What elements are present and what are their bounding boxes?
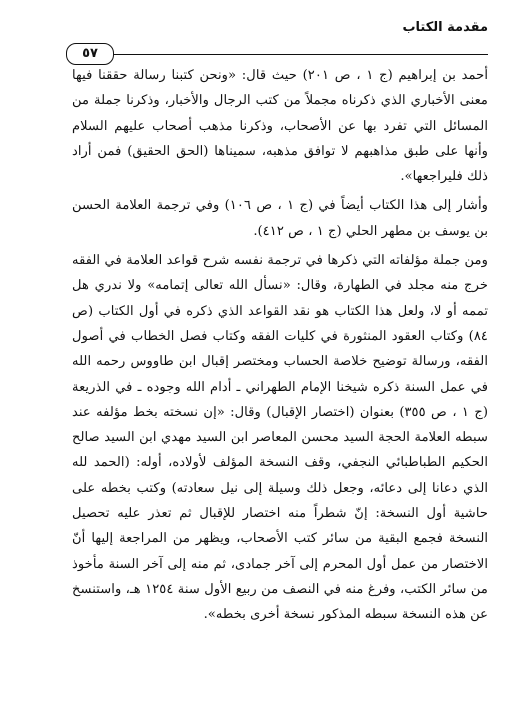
paragraph-2: وأشار إلى هذا الكتاب أيضاً في (ج ١ ، ص ١٠٦) وفي ترجمة العلامة الحسن بن يوسف بن مطهر الحلي (ج ١ ، ص ٤١٢). <box>72 198 488 239</box>
paragraph-1: أحمد بن إبراهيم (ج ١ ، ص ٢٠١) حيث قال: «ونحن كتبنا رسالة حققنا فيها معنى الأخباري الذي ذكرناه مجملاً من كتب الرجال والأخبار، وذكرنا جملة من المسائل التي تفرد بها عن الأصحاب، وذكرنا مذهب أصحاب عليهم السلام وأنها على طبق مذاهبهم لا توافق مذهبه، سميناها (الحق الحقيق) فمن أراد ذلك فليراجعها». <box>72 68 488 185</box>
paragraph-3: ومن جملة مؤلفاته التي ذكرها في ترجمة نفسه شرح قواعد العلامة في الفقه خرج منه مجلد في الطهارة، وقال: «نسأل الله تعالى إتمامه» ولا ندري هل تممه أو لا، ولعل هذا الكتاب هو نقد القواعد الذي ذكره في أول الكتاب (ص ٨٤) وكتاب العقود المنثورة في كليات الفقه وكتاب فصل الخطاب في أصول الفقه، ورسالة توضيح خلاصة الحساب ومختصر إقبال ابن طاووس رحمه الله في عمل السنة ذكره شيخنا الإمام الطهراني ـ أدام الله وجوده ـ في الذريعة (ج ١ ، ص ٣٥٥) بعنوان (اختصار الإقبال) وقال: «إن نسخته بخط مؤلفه عند سبطه العلامة الحجة السيد محسن المعاصر ابن السيد مهدي ابن السيد صالح الحكيم الطباطبائي النجفي، وقف النسخة المؤلف لأولاده، أوله: (الحمد لله الذي دعانا إلى دعائه، وجعل ذلك وسيلة إلى نيل سعادته) وكتب بخطه على حاشية أول النسخة: إنّ شطراً منه اختصار للإقبال ثم تعذر عليه تحصيل النسخة فجمع البقية من سائر كتب الأصحاب، ويظهر من المراجعة إليها أنّ الاختصار من عمل أول المحرم إلى آخر جمادى، ثم منه إلى آخر السنة مأخوذ من سائر الكتب، وفرغ منه في النصف من ربيع الأول سنة ١٢٥٤ هـ، واستنسخ عن هذه النسخة سبطه المذكور نسخة أخرى بخطه». <box>72 253 488 623</box>
body-text <box>72 63 488 628</box>
page-number-badge: ٥٧ <box>66 43 114 65</box>
running-title: مقدمة الكتاب <box>402 20 488 35</box>
page-header <box>66 14 488 61</box>
header-rule <box>108 54 488 55</box>
